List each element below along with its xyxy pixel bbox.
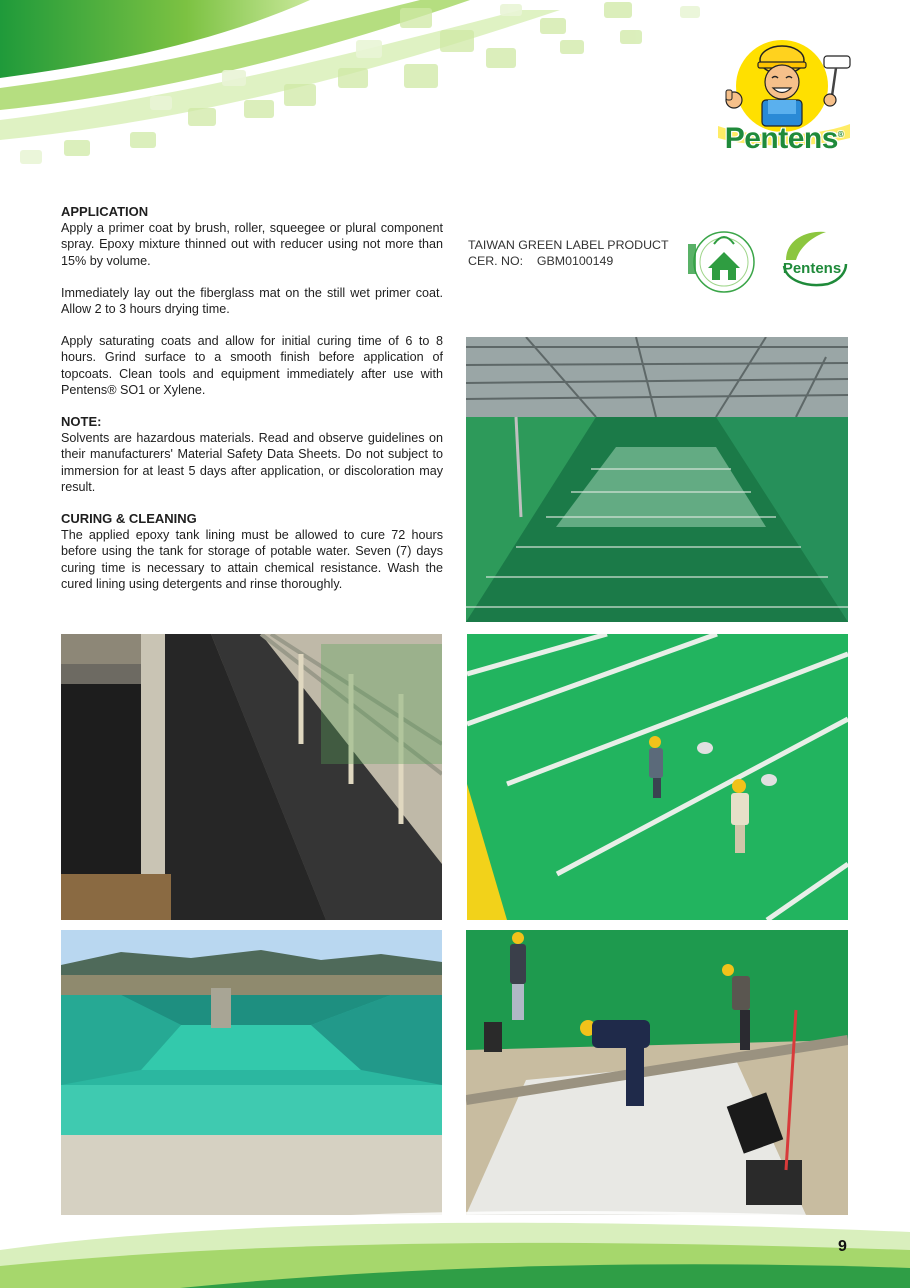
- green-label-info: [468, 238, 669, 269]
- application-heading: APPLICATION: [61, 204, 149, 219]
- photo-workers-fiberglass-mat: [466, 930, 848, 1215]
- pentens-mark-icon: [776, 226, 848, 292]
- photo-dark-coated-channel: [61, 634, 442, 920]
- instructions-text-column: [61, 204, 443, 592]
- note-heading: NOTE:: [61, 414, 102, 430]
- footer-swoosh-decoration: [0, 1180, 910, 1288]
- green-label-title: TAIWAN GREEN LABEL PRODUCT: [468, 238, 669, 252]
- curing-cleaning-paragraph: The applied epoxy tank lining must be allowed to cure 72 hours before using the tank for storage of potable water. Seven (7) days curing time is necessary to attain chemical resistance. Wash the cured lining using detergents and rinse thoroughly.: [61, 528, 443, 591]
- photo-workers-green-floor: [467, 634, 848, 920]
- application-paragraph: Apply saturating coats and allow for initial curing time of 6 to 8 hours. Grind surface to a smooth finish before application of topcoats. Clean tools and equipment immediately after use with Pentens® SO1 or Xylene.: [61, 334, 443, 397]
- certificate-number: GBM0100149: [536, 253, 614, 268]
- photo-green-tank-interior: [466, 337, 848, 622]
- curing-cleaning-heading: CURING & CLEANING: [61, 511, 197, 527]
- brand-name: Pentens: [724, 122, 838, 155]
- photo-turquoise-reservoir: [61, 930, 442, 1215]
- green-building-label-icon: [684, 224, 762, 296]
- application-paragraph: Immediately lay out the fiberglass mat on the still wet primer coat. Allow 2 to 3 hours drying time.: [61, 285, 443, 317]
- certificate-label: CER. NO:: [468, 253, 524, 268]
- brand-wordmark: [716, 122, 852, 156]
- brand-registered-mark: ®: [837, 130, 844, 139]
- certificate-row: [468, 254, 669, 270]
- application-paragraph: Apply a primer coat by brush, roller, squeegee or plural component spray. Epoxy mixture thinned out with reducer using not more than 15% by volume.: [61, 221, 443, 268]
- pentens-mark-text: Pentens: [782, 260, 842, 277]
- page-number: 9: [838, 1238, 847, 1255]
- note-paragraph: Solvents are hazardous materials. Read and observe guidelines on their manufacturers' Material Safety Data Sheets. Do not subject to immersion for at least 5 days after application, or discoloration may result.: [61, 431, 443, 494]
